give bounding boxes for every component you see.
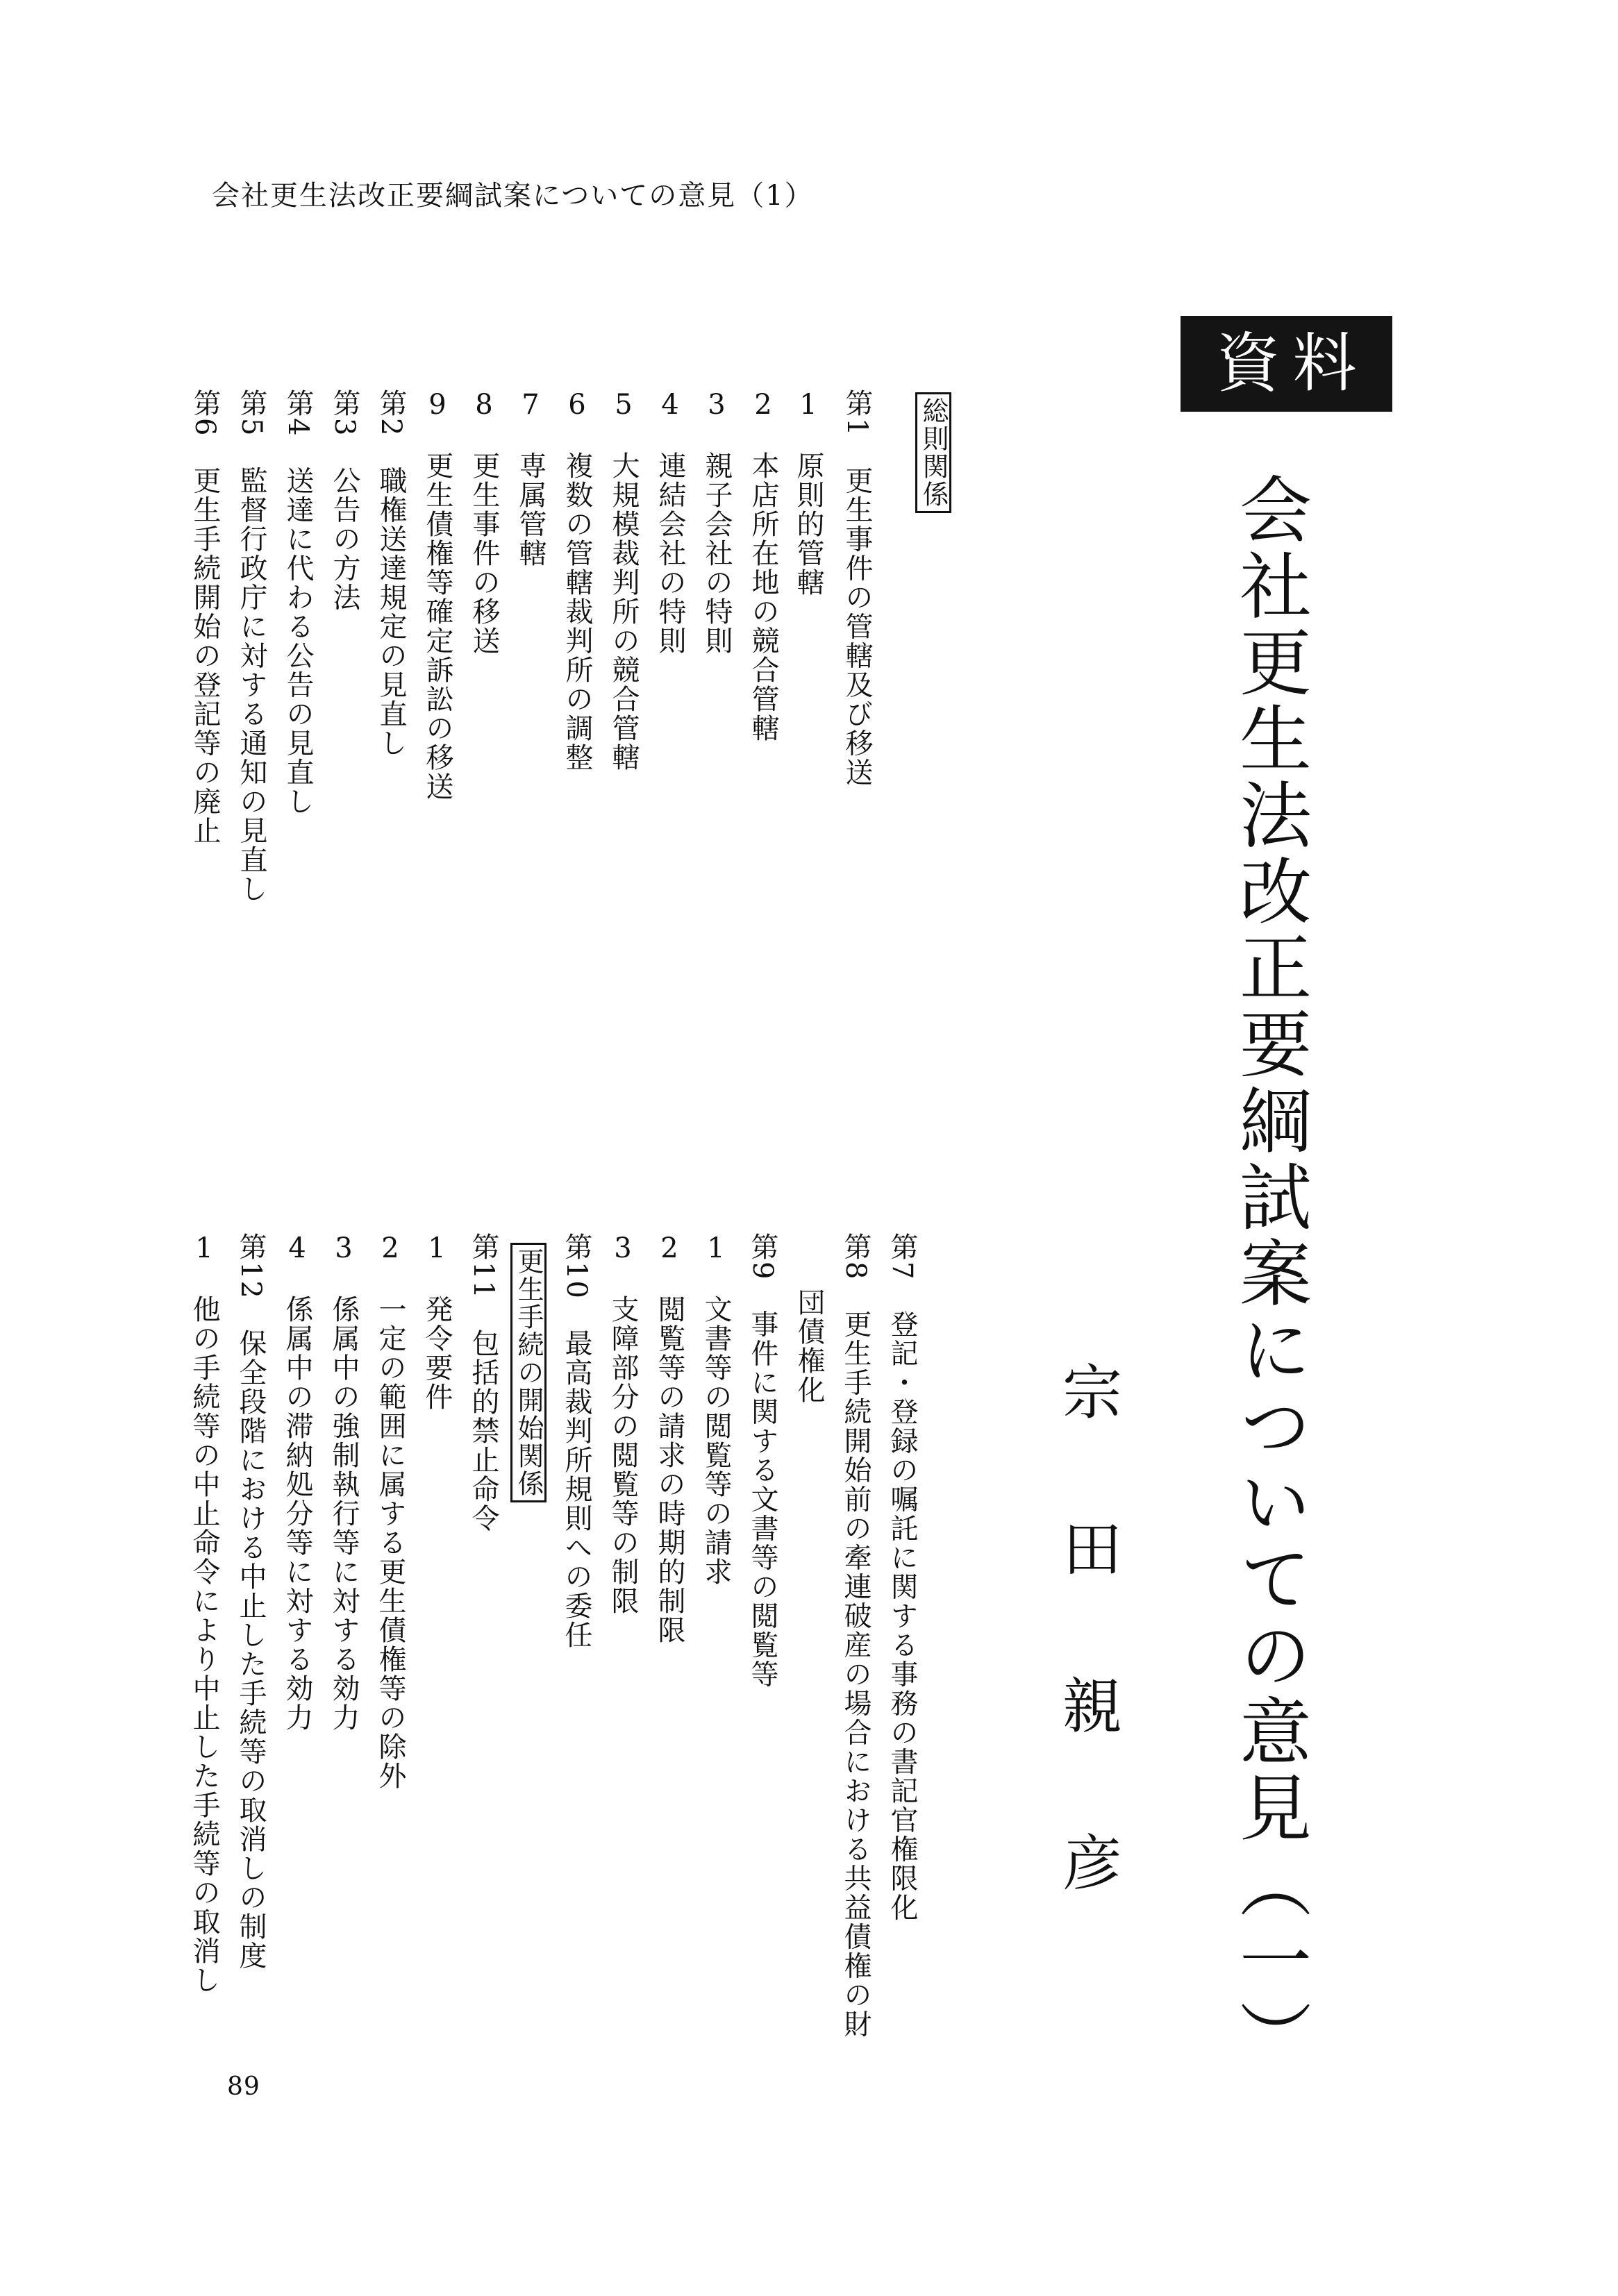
- toc-line: [606, 1232, 640, 1616]
- running-head: 会社更生法改正要綱試案についての意見（1）: [212, 180, 814, 212]
- toc-text: 閲覧等の請求の時期的制限: [653, 1295, 685, 1645]
- toc-line: [560, 1232, 593, 1650]
- toc-line: [374, 1232, 407, 1791]
- toc-text: 団債権化: [793, 1288, 825, 1405]
- toc-text: 事件に関する文書等の閲覧等: [747, 1309, 778, 1689]
- toc-num: 第7: [886, 1232, 918, 1281]
- toc-line: [281, 389, 315, 816]
- toc-num: 4: [654, 389, 686, 422]
- toc-text: 更生手続開始の登記等の廃止: [189, 466, 221, 846]
- toc-text: 複数の管轄裁判所の調整: [561, 451, 593, 772]
- toc-num: 1: [792, 389, 824, 422]
- toc-line: [792, 1288, 826, 1405]
- toc-line: [374, 389, 408, 757]
- toc-text: 他の手続等の中止命令により中止した手続等の取消し: [188, 1295, 220, 1995]
- author-name: 宗田親彦: [1052, 1361, 1121, 1988]
- toc-text: 大規模裁判所の競合管轄: [608, 451, 640, 772]
- toc-line: [792, 389, 825, 597]
- toc-num: 第11: [467, 1232, 499, 1300]
- toc-num: 第10: [560, 1232, 592, 1300]
- toc-text: 支障部分の閲覧等の制限: [607, 1295, 639, 1616]
- toc-num: 5: [608, 389, 640, 422]
- toc-num: 7: [515, 389, 547, 422]
- toc-text: 更生事件の移送: [468, 451, 500, 655]
- toc-text: 一定の範囲に属する更生債権等の除外: [374, 1295, 406, 1791]
- toc-text: 保全段階における中止した手続等の取消しの制度: [235, 1328, 267, 1970]
- toc-num: 第8: [840, 1232, 871, 1281]
- toc-num: 4: [281, 1232, 313, 1266]
- toc-num: 2: [747, 389, 779, 422]
- article-title: 会社更生法改正要綱試案についての意見（一）: [1227, 472, 1312, 2076]
- toc-text: 本店所在地の競合管轄: [747, 451, 779, 743]
- toc-text: 更生事件の管轄及び移送: [841, 466, 873, 787]
- toc-line: [281, 1232, 314, 1732]
- toc-text: 最高裁判所規則への委任: [560, 1328, 592, 1650]
- toc-text: 原則的管轄: [792, 451, 824, 597]
- toc-text: 登記・登録の嘱託に関する事務の書記官権限化: [886, 1309, 918, 1922]
- toc-num: 第12: [235, 1232, 267, 1300]
- toc-line: [235, 389, 268, 903]
- toc-num: 1: [700, 1232, 732, 1266]
- toc-line: [839, 1232, 872, 2038]
- toc-text: 発令要件: [421, 1295, 453, 1411]
- toc-heading-general: 総則関係: [915, 392, 951, 513]
- toc-line: [607, 389, 640, 772]
- toc-text: 係属中の滞納処分等に対する効力: [281, 1295, 313, 1732]
- toc-text: 送達に代わる公告の見直し: [282, 466, 314, 816]
- toc-num: 第2: [375, 389, 407, 437]
- toc-text: 包括的禁止命令: [467, 1328, 499, 1533]
- toc-line: [885, 1232, 919, 1922]
- toc-line: [421, 389, 454, 801]
- toc-text: 連結会社の特則: [654, 451, 686, 655]
- toc-num: 第5: [235, 389, 267, 437]
- toc-num: 2: [374, 1232, 406, 1266]
- toc-num: 3: [328, 1232, 360, 1266]
- toc-text: 更生手続開始前の牽連破産の場合における共益債権の財: [840, 1309, 871, 2039]
- toc-line: [328, 389, 361, 612]
- toc-num: 2: [653, 1232, 685, 1266]
- toc-num: 9: [422, 389, 453, 422]
- toc-line: [700, 389, 733, 655]
- toc-text: 専属管轄: [515, 451, 547, 568]
- toc-line: [467, 389, 501, 655]
- section-badge: 資料: [1181, 316, 1392, 412]
- toc-num: 3: [701, 389, 733, 422]
- toc-text: 係属中の強制執行等に対する効力: [328, 1295, 360, 1732]
- toc-line: [699, 1232, 733, 1586]
- toc-num: 1: [421, 1232, 453, 1266]
- toc-line: [560, 389, 594, 772]
- toc-text: 親子会社の特則: [701, 451, 733, 655]
- toc-text: 公告の方法: [328, 466, 360, 612]
- toc-num: 6: [561, 389, 593, 422]
- toc-text: 更生債権等確定訴訟の移送: [422, 451, 453, 801]
- toc-line: [327, 1232, 360, 1732]
- toc-text: 職権送達規定の見直し: [375, 466, 407, 758]
- toc-num: 第4: [282, 389, 314, 437]
- toc-line: [420, 1232, 453, 1411]
- toc-num: 1: [188, 1232, 220, 1266]
- toc-line: [187, 1232, 221, 1995]
- toc-line: [514, 389, 547, 568]
- toc-num: 8: [468, 389, 500, 422]
- toc-line: [746, 1232, 779, 1689]
- toc-text: 監督行政庁に対する通知の見直し: [235, 466, 267, 904]
- toc-num: 第3: [328, 389, 360, 437]
- toc-line: [653, 1232, 686, 1645]
- toc-line: [188, 389, 222, 845]
- toc-line: [840, 389, 874, 787]
- toc-line: [467, 1232, 500, 1533]
- toc-num: 第9: [747, 1232, 778, 1281]
- toc-heading-commencement: 更生手続の開始関係: [510, 1243, 547, 1502]
- toc-line: [234, 1232, 267, 1970]
- page-number: 89: [227, 2072, 260, 2101]
- toc-text: 文書等の閲覧等の請求: [700, 1295, 732, 1586]
- toc-num: 第1: [841, 389, 873, 437]
- toc-line: [747, 389, 780, 743]
- toc-num: 3: [607, 1232, 639, 1266]
- toc-line: [653, 389, 687, 655]
- toc-num: 第6: [189, 389, 221, 437]
